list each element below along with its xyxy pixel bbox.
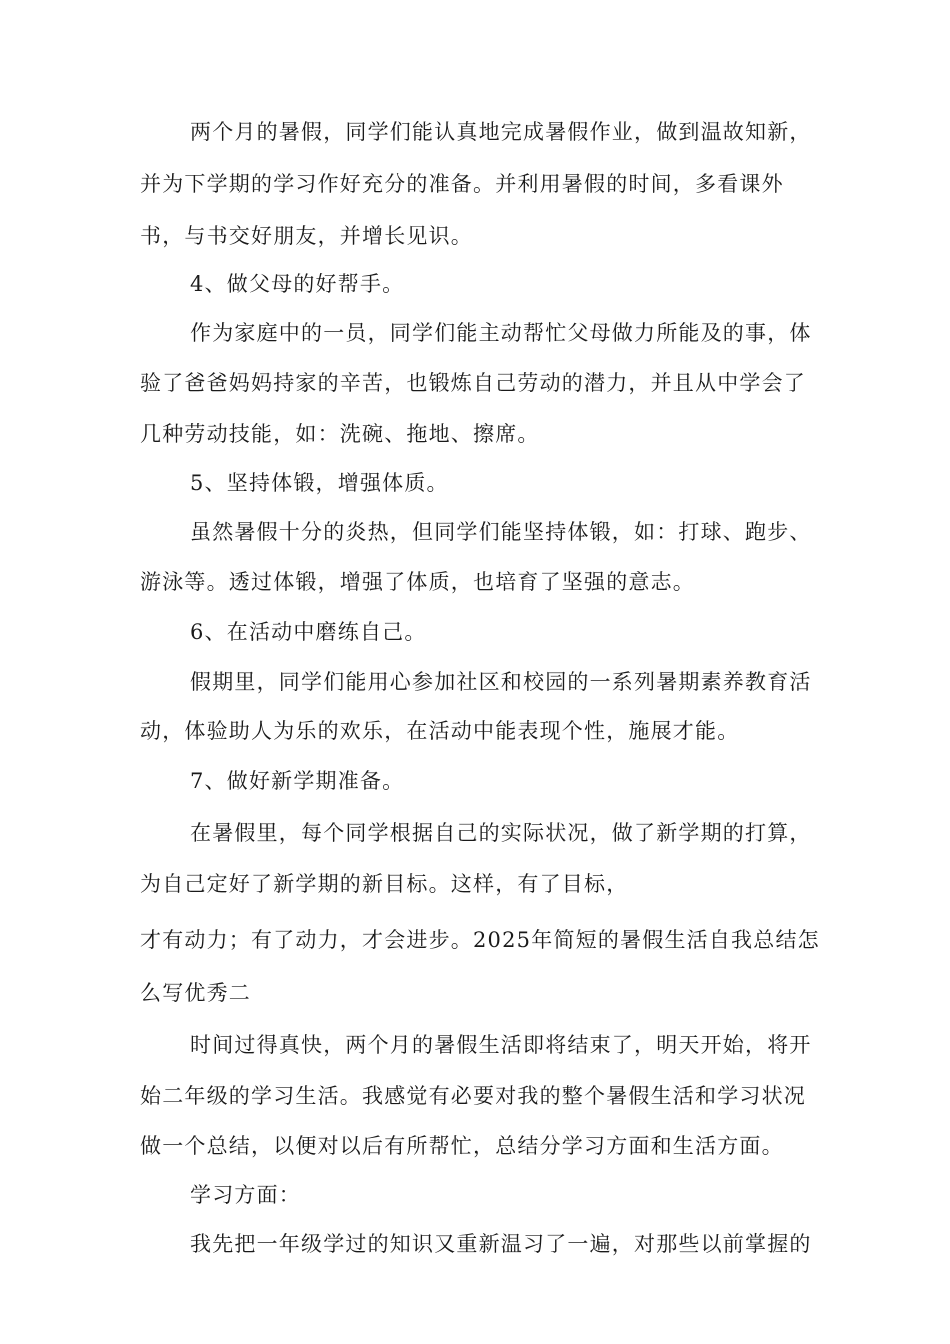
paragraph-line: 时间过得真快，两个月的暑假生活即将结束了，明天开始，将开 xyxy=(190,1033,812,1057)
paragraph-line: 虽然暑假十分的炎热，但同学们能坚持体锻，如：打球、跑步、 xyxy=(190,520,812,544)
paragraph-line: 书，与书交好朋友，并增长见识。 xyxy=(140,224,473,248)
paragraph-line: 我先把一年级学过的知识又重新温习了一遍，对那些以前掌握的 xyxy=(190,1232,812,1256)
section-heading: 7、做好新学期准备。 xyxy=(190,769,405,793)
paragraph-line: 验了爸爸妈妈持家的辛苦，也锻炼自己劳动的潜力，并且从中学会了 xyxy=(140,371,806,395)
paragraph-line: 两个月的暑假，同学们能认真地完成暑假作业，做到温故知新， xyxy=(190,120,812,144)
paragraph-line: 并为下学期的学习作好充分的准备。并利用暑假的时间，多看课外 xyxy=(140,172,784,196)
paragraph-line: 始二年级的学习生活。我感觉有必要对我的整个暑假生活和学习状况 xyxy=(140,1084,806,1108)
paragraph-line: 才有动力；有了动力，才会进步。2025年简短的暑假生活自我总结怎 xyxy=(140,928,820,952)
paragraph-line: 在暑假里，每个同学根据自己的实际状况，做了新学期的打算， xyxy=(190,821,812,845)
section-heading: 4、做父母的好帮手。 xyxy=(190,272,405,296)
section-heading: 学习方面： xyxy=(190,1183,301,1207)
paragraph-line: 么写优秀二 xyxy=(140,981,251,1005)
paragraph-line: 几种劳动技能，如：洗碗、拖地、擦席。 xyxy=(140,422,540,446)
paragraph-line: 游泳等。透过体锻，增强了体质，也培育了坚强的意志。 xyxy=(140,570,695,594)
section-heading: 5、坚持体锻，增强体质。 xyxy=(190,471,449,495)
paragraph-line: 为自己定好了新学期的新目标。这样，有了目标， xyxy=(140,872,629,896)
paragraph-line: 做一个总结，以便对以后有所帮忙，总结分学习方面和生活方面。 xyxy=(140,1134,784,1158)
paragraph-line: 作为家庭中的一员，同学们能主动帮忙父母做力所能及的事，体 xyxy=(190,321,812,345)
paragraph-line: 动，体验助人为乐的欢乐，在活动中能表现个性，施展才能。 xyxy=(140,719,740,743)
section-heading: 6、在活动中磨练自己。 xyxy=(190,620,427,644)
paragraph-line: 假期里，同学们能用心参加社区和校园的一系列暑期素养教育活 xyxy=(190,670,812,694)
